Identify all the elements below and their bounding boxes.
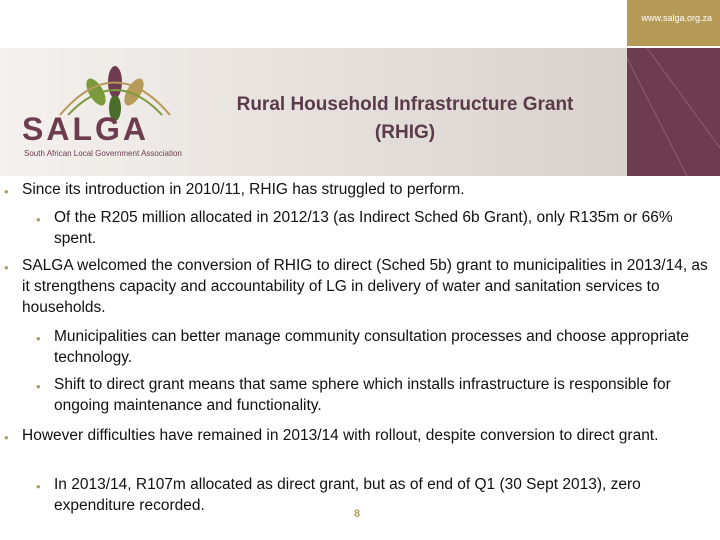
website-url[interactable]: www.salga.org.za [641, 13, 712, 23]
title-line-1: Rural Household Infrastructure Grant [236, 94, 574, 115]
sub-bullet-item: In 2013/14, R107m allocated as direct grant, but as of end of Q1 (30 Sept 2013), zero expenditure recorded. [54, 476, 641, 514]
bullet-dot: • [4, 430, 9, 445]
bullet-dot: • [36, 479, 41, 494]
bullet-dot: • [36, 379, 41, 394]
bullet-item: However difficulties have remained in 2013/14 with rollout, despite conversion to direct grant. [22, 427, 659, 444]
bullet-item: Since its introduction in 2010/11, RHIG has struggled to perform. [22, 181, 465, 198]
page-number: 8 [354, 508, 361, 520]
decorative-strip [627, 48, 720, 176]
bullet-item: SALGA welcomed the conversion of RHIG to direct (Sched 5b) grant to municipalities in 2013/14, as it strengthens capacity and accountability of LG in delivery of water and sanitation services to households. [22, 257, 708, 316]
bullet-dot: • [36, 331, 41, 346]
svg-text:South African Local Government: South African Local Government Association [24, 149, 182, 158]
svg-text:SALGA: SALGA [22, 111, 149, 147]
top-right-accent [627, 0, 720, 46]
bullet-dot: • [4, 260, 9, 275]
sub-bullet-item: Of the R205 million allocated in 2012/13 (as Indirect Sched 6b Grant), only R135m or 66% spent. [54, 209, 673, 247]
sub-bullet-item: Shift to direct grant means that same sphere which installs infrastructure is responsible for ongoing maintenance and functionality. [54, 376, 671, 414]
bullet-dot: • [4, 184, 9, 199]
sub-bullet-item: Municipalities can better manage community consultation processes and choose appropriate technology. [54, 328, 689, 366]
title-line-2: (RHIG) [374, 122, 436, 143]
bullet-dot: • [36, 212, 41, 227]
decorative-lines [627, 48, 720, 176]
page-title [180, 91, 630, 147]
